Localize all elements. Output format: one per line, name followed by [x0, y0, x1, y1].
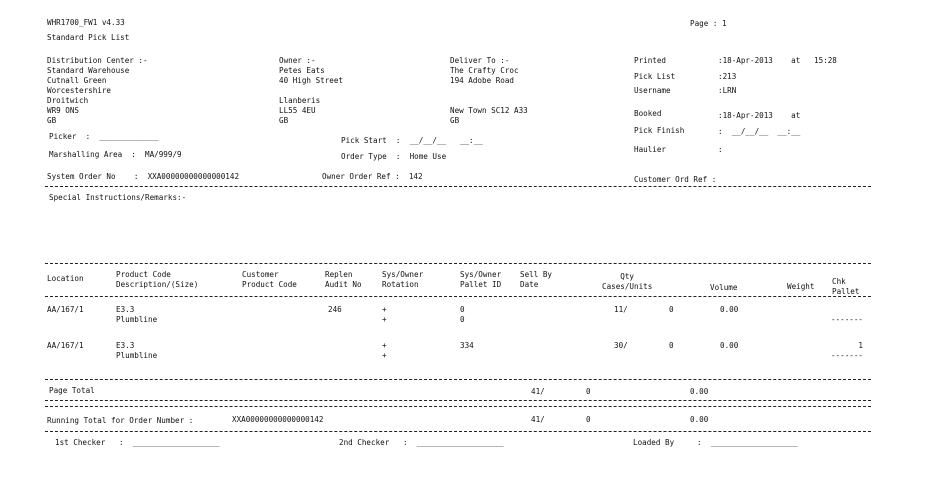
running-total-units: 0	[586, 415, 591, 424]
distribution-line: Worcestershire	[47, 86, 112, 95]
page-total-cases: 41/	[531, 387, 545, 396]
deliver-line: 194 Adobe Road	[450, 76, 515, 85]
col-volume: Volume	[710, 283, 738, 292]
distribution-line: Standard Warehouse	[47, 66, 130, 75]
row-rotation: + +	[382, 305, 387, 324]
col-pallet: Sys/Owner Pallet ID	[460, 270, 502, 289]
col-chk-pallet: Chk Pallet	[832, 277, 860, 296]
deliver-line: New Town SC12 A33	[450, 106, 528, 115]
owner-order-ref: Owner Order Ref : 142	[322, 172, 423, 181]
col-weight: Weight	[787, 282, 815, 291]
first-checker: 1st Checker : ___________________	[55, 438, 220, 447]
divider	[45, 400, 871, 401]
username-label: Username	[634, 86, 671, 95]
row-cases: 11/	[614, 305, 628, 314]
row-volume: 0.00	[720, 341, 739, 350]
marshalling-area: Marshalling Area : MA/999/9	[49, 150, 182, 159]
running-total-cases: 41/	[531, 415, 545, 424]
second-checker: 2nd Checker : ___________________	[339, 438, 504, 447]
row-pallet: 0 0	[460, 305, 465, 324]
loaded-by: Loaded By : ___________________	[633, 438, 798, 447]
divider	[45, 379, 871, 380]
row-units: 0	[669, 305, 674, 314]
pickfinish-value: : __/__/__ __:__	[718, 127, 801, 136]
owner-line: Petes Eats	[279, 66, 325, 75]
pick-start-field: Pick Start : __/__/__ __:__	[341, 136, 483, 145]
printed-value: :18-Apr-2013 at 15:28	[718, 56, 837, 65]
page-total-units: 0	[586, 387, 591, 396]
col-customer: Customer Product Code	[242, 270, 297, 289]
row-rotation: + +	[382, 341, 387, 360]
owner-line: Llanberis	[279, 96, 321, 105]
owner-line: LL55 4EU	[279, 106, 316, 115]
picklist-label: Pick List	[634, 72, 676, 81]
booked-label: Booked	[634, 109, 662, 118]
distribution-line: WR9 ONS	[47, 106, 80, 115]
system-order-no: System Order No : XXA00000000000000142	[47, 172, 240, 181]
owner-label: Owner :-	[279, 56, 316, 65]
owner-line: GB	[279, 116, 289, 125]
username-value: :LRN	[718, 86, 737, 95]
running-total-order: XXA00000000000000142	[232, 415, 324, 424]
row-volume: 0.00	[720, 305, 739, 314]
page-total-label: Page Total	[49, 386, 95, 395]
col-rotation: Sys/Owner Rotation	[382, 270, 424, 289]
col-location: Location	[47, 274, 84, 283]
row-location: AA/167/1	[47, 341, 84, 350]
row-pallet: 334	[460, 341, 474, 350]
divider	[45, 263, 871, 264]
divider	[45, 186, 871, 187]
row-replen: 246	[328, 305, 342, 314]
booked-value: :18-Apr-2013 at	[718, 111, 801, 120]
picker-field: Picker : _____________	[49, 132, 159, 141]
running-total-volume: 0.00	[690, 415, 709, 424]
special-instructions: Special Instructions/Remarks:-	[49, 193, 187, 202]
owner-line: 40 High Street	[279, 76, 344, 85]
col-qty: Qty Cases/Units	[602, 272, 653, 291]
running-total-label: Running Total for Order Number :	[47, 416, 194, 425]
deliver-line: The Crafty Croc	[450, 66, 519, 75]
distribution-line: GB	[47, 116, 57, 125]
order-type: Order Type : Home Use	[341, 152, 447, 161]
pickfinish-label: Pick Finish	[634, 126, 685, 135]
row-units: 0	[669, 341, 674, 350]
row-location: AA/167/1	[47, 305, 84, 314]
printed-label: Printed	[634, 56, 667, 65]
col-sellby: Sell By Date	[520, 270, 553, 289]
row-product: E3.3 Plumbline	[116, 341, 158, 360]
report-code: WHR1700_FW1 v4.33	[47, 18, 125, 27]
distribution-line: Cutnall Green	[47, 76, 107, 85]
row-product: E3.3 Plumbline	[116, 305, 158, 324]
divider	[45, 296, 871, 297]
deliver-label: Deliver To :-	[450, 56, 510, 65]
row-chk: 1 -------	[830, 341, 863, 360]
row-chk: -------	[830, 315, 863, 324]
divider	[45, 431, 871, 432]
distribution-label: Distribution Center :-	[47, 56, 148, 65]
row-cases: 30/	[614, 341, 628, 350]
haulier-label: Haulier	[634, 145, 667, 154]
page-number: Page : 1	[690, 19, 727, 28]
col-product: Product Code Description/(Size)	[116, 270, 199, 289]
divider	[45, 406, 871, 407]
report-title: Standard Pick List	[47, 33, 130, 42]
col-replen: Replen Audit No	[325, 270, 362, 289]
deliver-line: GB	[450, 116, 460, 125]
picklist-value: :213	[718, 72, 737, 81]
customer-ord-ref: Customer Ord Ref :	[634, 175, 717, 184]
haulier-value: :	[718, 145, 723, 154]
page-total-volume: 0.00	[690, 387, 709, 396]
distribution-line: Droitwich	[47, 96, 89, 105]
